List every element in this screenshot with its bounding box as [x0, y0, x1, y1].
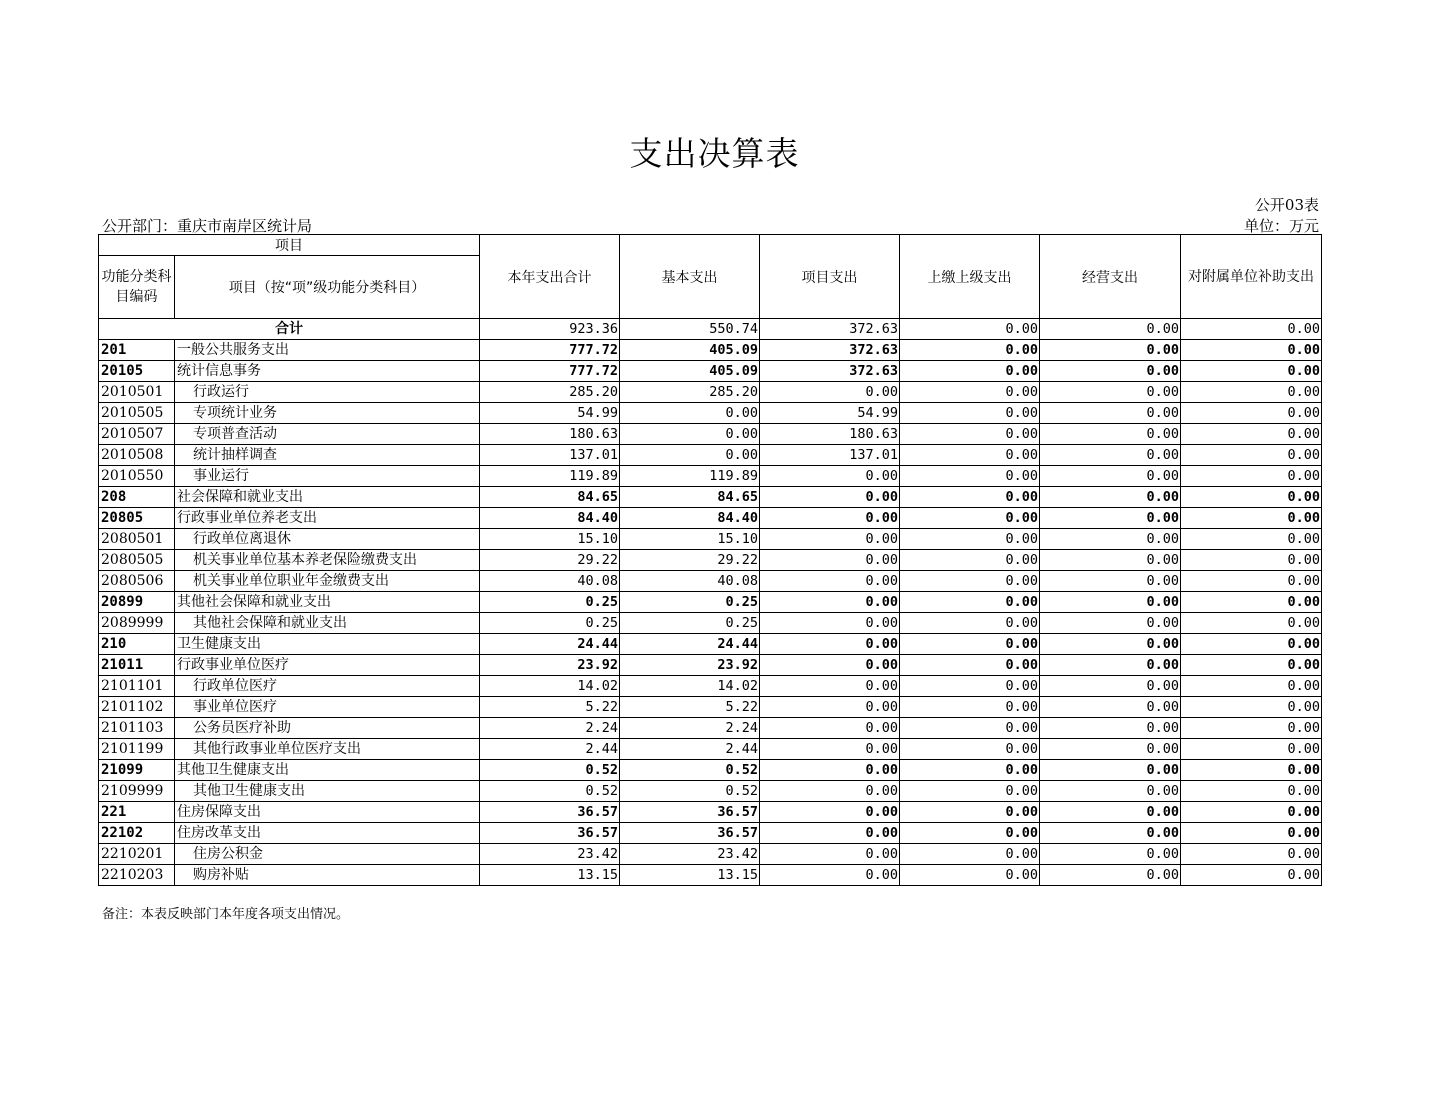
code-cell: 20899 — [99, 592, 175, 613]
table-row — [99, 361, 1322, 382]
value-cell: 405.09 — [620, 340, 760, 361]
value-cell: 0.00 — [1040, 844, 1181, 865]
code-cell: 2089999 — [99, 613, 175, 634]
value-cell: 0.00 — [1040, 655, 1181, 676]
value-cell: 0.00 — [1040, 550, 1181, 571]
value-cell: 0.00 — [1181, 592, 1322, 613]
value-cell: 0.00 — [620, 445, 760, 466]
code-cell: 2109999 — [99, 781, 175, 802]
table-row — [99, 760, 1322, 781]
value-cell: 2.44 — [620, 739, 760, 760]
value-cell: 0.00 — [760, 592, 900, 613]
table-row — [99, 445, 1322, 466]
value-cell: 0.52 — [480, 760, 620, 781]
value-cell: 0.00 — [1040, 571, 1181, 592]
value-cell: 0.00 — [760, 844, 900, 865]
value-cell: 0.00 — [760, 823, 900, 844]
value-cell: 0.00 — [900, 760, 1040, 781]
code-cell: 208 — [99, 487, 175, 508]
value-cell: 0.00 — [1181, 424, 1322, 445]
header-upper: 上缴上级支出 — [900, 235, 1040, 319]
footnote: 备注：本表反映部门本年度各项支出情况。 — [102, 907, 350, 922]
header-business: 经营支出 — [1040, 235, 1181, 319]
value-cell: 2.24 — [620, 718, 760, 739]
value-cell: 0.00 — [1040, 865, 1181, 886]
code-cell: 2080505 — [99, 550, 175, 571]
code-cell: 2210203 — [99, 865, 175, 886]
total-cell: 0.00 — [900, 319, 1040, 340]
value-cell: 372.63 — [760, 361, 900, 382]
name-cell: 专项统计业务 — [175, 403, 480, 424]
code-cell: 2210201 — [99, 844, 175, 865]
name-cell: 其他卫生健康支出 — [175, 760, 480, 781]
value-cell: 24.44 — [480, 634, 620, 655]
name-cell: 行政单位离退休 — [175, 529, 480, 550]
value-cell: 0.00 — [760, 487, 900, 508]
value-cell: 0.00 — [900, 781, 1040, 802]
value-cell: 15.10 — [620, 529, 760, 550]
code-cell: 20805 — [99, 508, 175, 529]
name-cell: 事业单位医疗 — [175, 697, 480, 718]
value-cell: 0.00 — [1181, 340, 1322, 361]
value-cell: 0.25 — [480, 613, 620, 634]
value-cell: 0.00 — [900, 676, 1040, 697]
department-label: 公开部门：重庆市南岸区统计局 — [102, 217, 313, 235]
name-cell: 购房补贴 — [175, 865, 480, 886]
code-cell: 2010501 — [99, 382, 175, 403]
name-cell: 其他卫生健康支出 — [175, 781, 480, 802]
value-cell: 0.00 — [1040, 424, 1181, 445]
value-cell: 2.24 — [480, 718, 620, 739]
name-cell: 其他行政事业单位医疗支出 — [175, 739, 480, 760]
value-cell: 0.00 — [900, 739, 1040, 760]
total-cell: 923.36 — [480, 319, 620, 340]
value-cell: 0.00 — [900, 550, 1040, 571]
code-cell: 2010507 — [99, 424, 175, 445]
value-cell: 54.99 — [480, 403, 620, 424]
value-cell: 40.08 — [480, 571, 620, 592]
value-cell: 137.01 — [760, 445, 900, 466]
code-cell: 2080506 — [99, 571, 175, 592]
name-cell: 统计信息事务 — [175, 361, 480, 382]
value-cell: 372.63 — [760, 340, 900, 361]
table-row — [99, 613, 1322, 634]
value-cell: 0.00 — [1181, 445, 1322, 466]
value-cell: 15.10 — [480, 529, 620, 550]
value-cell: 29.22 — [480, 550, 620, 571]
value-cell: 0.00 — [1181, 802, 1322, 823]
code-cell: 2010550 — [99, 466, 175, 487]
value-cell: 0.00 — [1181, 466, 1322, 487]
value-cell: 0.00 — [760, 739, 900, 760]
table-row — [99, 508, 1322, 529]
total-label: 合计 — [99, 319, 480, 340]
value-cell: 0.00 — [760, 466, 900, 487]
code-cell: 210 — [99, 634, 175, 655]
value-cell: 0.00 — [900, 424, 1040, 445]
value-cell: 0.00 — [760, 613, 900, 634]
value-cell: 0.00 — [1040, 676, 1181, 697]
value-cell: 0.00 — [1040, 760, 1181, 781]
table-row — [99, 634, 1322, 655]
value-cell: 0.00 — [1040, 802, 1181, 823]
value-cell: 0.00 — [900, 403, 1040, 424]
value-cell: 0.00 — [760, 718, 900, 739]
value-cell: 0.00 — [760, 865, 900, 886]
value-cell: 0.00 — [900, 634, 1040, 655]
table-row — [99, 655, 1322, 676]
table-row — [99, 592, 1322, 613]
code-cell: 2101101 — [99, 676, 175, 697]
value-cell: 0.00 — [1040, 466, 1181, 487]
value-cell: 180.63 — [760, 424, 900, 445]
table-row — [99, 781, 1322, 802]
name-cell: 一般公共服务支出 — [175, 340, 480, 361]
name-cell: 住房保障支出 — [175, 802, 480, 823]
value-cell: 0.00 — [1040, 487, 1181, 508]
value-cell: 40.08 — [620, 571, 760, 592]
value-cell: 0.00 — [1181, 823, 1322, 844]
value-cell: 0.00 — [760, 382, 900, 403]
value-cell: 119.89 — [480, 466, 620, 487]
value-cell: 0.00 — [1040, 697, 1181, 718]
value-cell: 0.00 — [620, 424, 760, 445]
value-cell: 36.57 — [620, 802, 760, 823]
name-cell: 专项普查活动 — [175, 424, 480, 445]
unit-label: 单位：万元 — [1243, 217, 1319, 235]
value-cell: 285.20 — [480, 382, 620, 403]
name-cell: 机关事业单位职业年金缴费支出 — [175, 571, 480, 592]
value-cell: 0.00 — [900, 823, 1040, 844]
header-item: 项目 — [99, 235, 480, 256]
value-cell: 119.89 — [620, 466, 760, 487]
value-cell: 84.40 — [480, 508, 620, 529]
value-cell: 0.00 — [900, 487, 1040, 508]
name-cell: 行政单位医疗 — [175, 676, 480, 697]
value-cell: 0.00 — [760, 760, 900, 781]
value-cell: 0.00 — [1181, 571, 1322, 592]
value-cell: 180.63 — [480, 424, 620, 445]
value-cell: 405.09 — [620, 361, 760, 382]
value-cell: 0.00 — [760, 634, 900, 655]
name-cell: 机关事业单位基本养老保险缴费支出 — [175, 550, 480, 571]
value-cell: 13.15 — [480, 865, 620, 886]
table-row — [99, 718, 1322, 739]
value-cell: 0.00 — [1181, 844, 1322, 865]
value-cell: 0.00 — [1181, 865, 1322, 886]
value-cell: 0.00 — [1040, 445, 1181, 466]
value-cell: 0.00 — [1181, 655, 1322, 676]
expenditure-table — [98, 234, 1322, 886]
value-cell: 0.52 — [620, 781, 760, 802]
value-cell: 777.72 — [480, 340, 620, 361]
value-cell: 137.01 — [480, 445, 620, 466]
value-cell: 14.02 — [620, 676, 760, 697]
value-cell: 23.92 — [620, 655, 760, 676]
value-cell: 36.57 — [480, 823, 620, 844]
name-cell: 统计抽样调查 — [175, 445, 480, 466]
value-cell: 84.65 — [480, 487, 620, 508]
value-cell: 0.00 — [1040, 382, 1181, 403]
value-cell: 54.99 — [760, 403, 900, 424]
value-cell: 0.00 — [1181, 739, 1322, 760]
name-cell: 行政事业单位医疗 — [175, 655, 480, 676]
value-cell: 0.00 — [900, 508, 1040, 529]
value-cell: 0.25 — [620, 613, 760, 634]
code-cell: 221 — [99, 802, 175, 823]
value-cell: 0.00 — [760, 508, 900, 529]
header-name: 项目（按“项”级功能分类科目） — [175, 256, 480, 319]
value-cell: 0.00 — [900, 466, 1040, 487]
value-cell: 0.00 — [900, 382, 1040, 403]
value-cell: 0.00 — [1040, 718, 1181, 739]
name-cell: 其他社会保障和就业支出 — [175, 592, 480, 613]
table-row — [99, 340, 1322, 361]
value-cell: 0.00 — [1181, 487, 1322, 508]
header-basic: 基本支出 — [620, 235, 760, 319]
table-row — [99, 802, 1322, 823]
name-cell: 公务员医疗补助 — [175, 718, 480, 739]
value-cell: 0.00 — [760, 550, 900, 571]
code-cell: 20105 — [99, 361, 175, 382]
total-cell: 0.00 — [1040, 319, 1181, 340]
value-cell: 0.00 — [900, 718, 1040, 739]
code-cell: 2010505 — [99, 403, 175, 424]
header-project: 项目支出 — [760, 235, 900, 319]
total-cell: 372.63 — [760, 319, 900, 340]
form-number: 公开03表 — [1254, 196, 1319, 214]
value-cell: 0.00 — [760, 655, 900, 676]
value-cell: 23.92 — [480, 655, 620, 676]
value-cell: 36.57 — [480, 802, 620, 823]
header-subsidy: 对附属单位补助支出 — [1181, 235, 1322, 319]
value-cell: 0.00 — [1181, 760, 1322, 781]
value-cell: 0.00 — [760, 676, 900, 697]
table-row — [99, 403, 1322, 424]
code-cell: 2101103 — [99, 718, 175, 739]
total-row — [99, 319, 1322, 340]
value-cell: 0.00 — [1181, 676, 1322, 697]
value-cell: 84.40 — [620, 508, 760, 529]
code-cell: 2010508 — [99, 445, 175, 466]
value-cell: 0.00 — [1181, 508, 1322, 529]
value-cell: 0.00 — [900, 613, 1040, 634]
value-cell: 0.00 — [900, 529, 1040, 550]
value-cell: 0.00 — [760, 529, 900, 550]
value-cell: 14.02 — [480, 676, 620, 697]
value-cell: 0.00 — [900, 571, 1040, 592]
value-cell: 5.22 — [620, 697, 760, 718]
code-cell: 21099 — [99, 760, 175, 781]
value-cell: 0.00 — [760, 697, 900, 718]
value-cell: 0.00 — [760, 571, 900, 592]
value-cell: 0.00 — [1040, 508, 1181, 529]
value-cell: 0.00 — [760, 802, 900, 823]
table-row — [99, 844, 1322, 865]
table-body — [99, 319, 1322, 886]
value-cell: 0.00 — [900, 592, 1040, 613]
name-cell: 卫生健康支出 — [175, 634, 480, 655]
value-cell: 0.00 — [760, 781, 900, 802]
page-title: 支出决算表 — [629, 134, 800, 173]
value-cell: 0.00 — [900, 865, 1040, 886]
table-row — [99, 424, 1322, 445]
value-cell: 5.22 — [480, 697, 620, 718]
table-row — [99, 382, 1322, 403]
value-cell: 13.15 — [620, 865, 760, 886]
value-cell: 0.25 — [480, 592, 620, 613]
value-cell: 0.00 — [1181, 529, 1322, 550]
value-cell: 0.00 — [1040, 529, 1181, 550]
table-row — [99, 529, 1322, 550]
value-cell: 0.00 — [1181, 634, 1322, 655]
name-cell: 住房改革支出 — [175, 823, 480, 844]
value-cell: 0.00 — [900, 802, 1040, 823]
name-cell: 行政运行 — [175, 382, 480, 403]
value-cell: 0.00 — [1181, 781, 1322, 802]
name-cell: 事业运行 — [175, 466, 480, 487]
value-cell: 29.22 — [620, 550, 760, 571]
table-row — [99, 550, 1322, 571]
table-row — [99, 466, 1322, 487]
value-cell: 0.00 — [1040, 361, 1181, 382]
code-cell: 2101102 — [99, 697, 175, 718]
header-code: 功能分类科目编码 — [99, 256, 175, 319]
header-total: 本年支出合计 — [480, 235, 620, 319]
table-row — [99, 487, 1322, 508]
value-cell: 0.00 — [900, 361, 1040, 382]
value-cell: 0.00 — [1040, 340, 1181, 361]
value-cell: 0.00 — [1181, 697, 1322, 718]
value-cell: 0.00 — [1181, 403, 1322, 424]
value-cell: 23.42 — [620, 844, 760, 865]
value-cell: 0.00 — [900, 844, 1040, 865]
name-cell: 社会保障和就业支出 — [175, 487, 480, 508]
table-row — [99, 823, 1322, 844]
value-cell: 36.57 — [620, 823, 760, 844]
value-cell: 24.44 — [620, 634, 760, 655]
value-cell: 2.44 — [480, 739, 620, 760]
value-cell: 0.00 — [1040, 823, 1181, 844]
table-row — [99, 676, 1322, 697]
value-cell: 777.72 — [480, 361, 620, 382]
table-row — [99, 865, 1322, 886]
value-cell: 0.00 — [1040, 613, 1181, 634]
value-cell: 0.00 — [1040, 592, 1181, 613]
value-cell: 0.00 — [900, 655, 1040, 676]
value-cell: 0.00 — [900, 697, 1040, 718]
value-cell: 0.00 — [1181, 550, 1322, 571]
name-cell: 其他社会保障和就业支出 — [175, 613, 480, 634]
value-cell: 0.00 — [1040, 634, 1181, 655]
value-cell: 0.00 — [1181, 718, 1322, 739]
code-cell: 21011 — [99, 655, 175, 676]
value-cell: 0.00 — [1181, 382, 1322, 403]
value-cell: 0.00 — [1181, 361, 1322, 382]
code-cell: 2101199 — [99, 739, 175, 760]
value-cell: 0.00 — [900, 445, 1040, 466]
value-cell: 0.00 — [620, 403, 760, 424]
value-cell: 23.42 — [480, 844, 620, 865]
value-cell: 0.52 — [480, 781, 620, 802]
value-cell: 0.52 — [620, 760, 760, 781]
value-cell: 0.00 — [1040, 739, 1181, 760]
code-cell: 2080501 — [99, 529, 175, 550]
value-cell: 0.00 — [1181, 613, 1322, 634]
total-cell: 550.74 — [620, 319, 760, 340]
value-cell: 0.25 — [620, 592, 760, 613]
value-cell: 84.65 — [620, 487, 760, 508]
name-cell: 住房公积金 — [175, 844, 480, 865]
name-cell: 行政事业单位养老支出 — [175, 508, 480, 529]
value-cell: 0.00 — [1040, 781, 1181, 802]
table-row — [99, 571, 1322, 592]
code-cell: 201 — [99, 340, 175, 361]
code-cell: 22102 — [99, 823, 175, 844]
table-row — [99, 739, 1322, 760]
value-cell: 0.00 — [1040, 403, 1181, 424]
value-cell: 0.00 — [900, 340, 1040, 361]
value-cell: 285.20 — [620, 382, 760, 403]
table-row — [99, 697, 1322, 718]
total-cell: 0.00 — [1181, 319, 1322, 340]
